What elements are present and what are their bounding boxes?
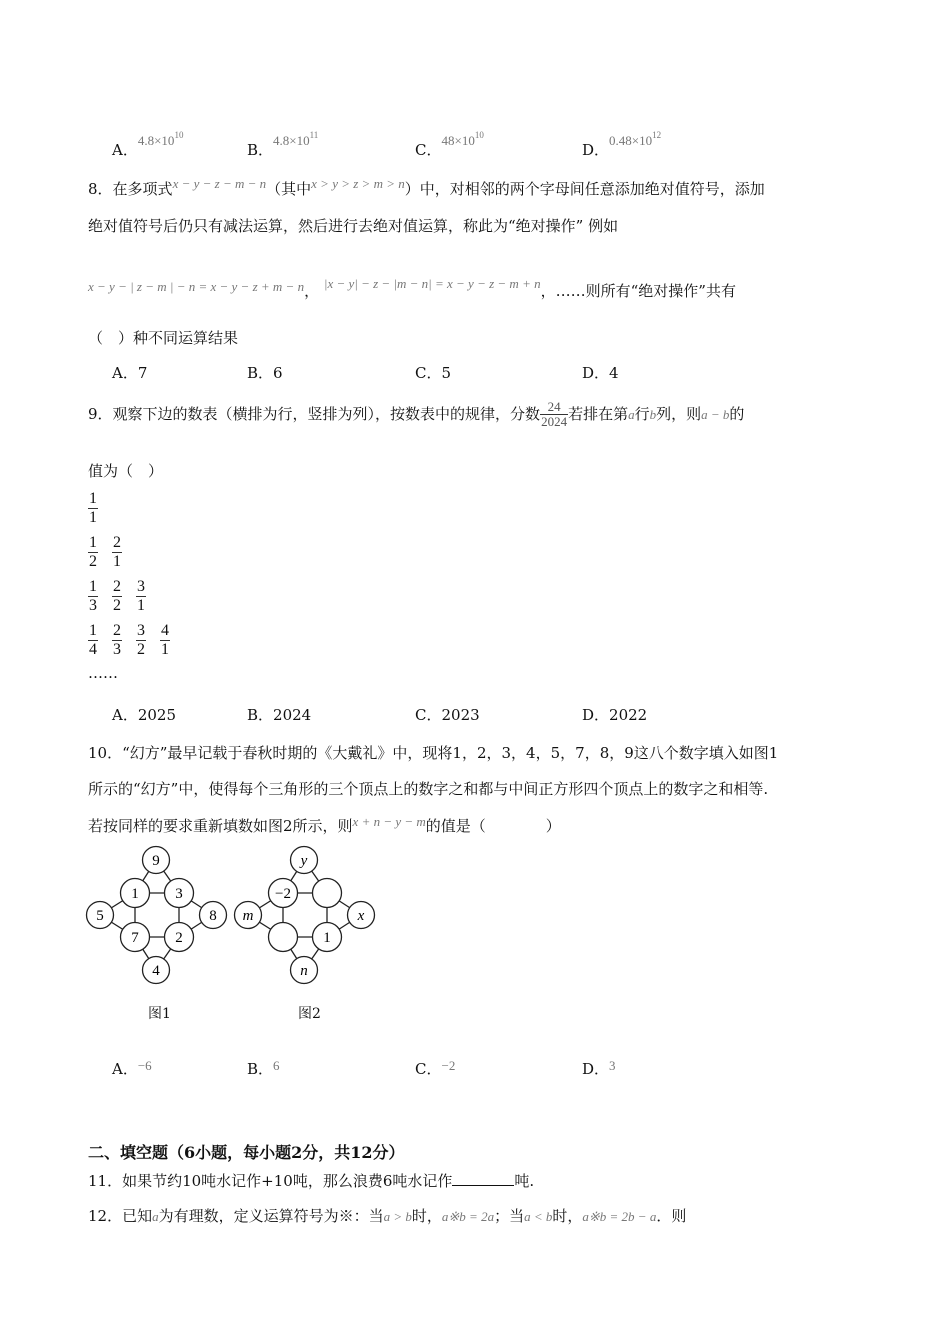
node-circle xyxy=(313,879,342,908)
node-label: 1 xyxy=(323,930,331,946)
node-label: 3 xyxy=(175,886,183,902)
fraction: $\frac{1}{3}$ xyxy=(89,578,97,614)
q8-line2: 绝对值符号后仍只有减法运算，然后进行去绝对值运算，称此为“绝对操作” 例如 xyxy=(88,217,619,235)
option-D: D．3 xyxy=(582,1058,616,1078)
fraction: $\frac{3}{1}$ xyxy=(137,578,145,614)
fraction: $\frac{1}{4}$ xyxy=(89,622,97,658)
option-D: D．2022 xyxy=(582,706,648,724)
option-C: C．$48\times 10^{10}$ xyxy=(415,130,484,159)
option-B: B．$4.8\times 10^{11}$ xyxy=(247,130,319,159)
option-B: B．6 xyxy=(247,1058,280,1078)
node-label: n xyxy=(300,963,308,979)
q12: 12．已知a为有理数，定义运算符号为※：当a > b时，a※b = 2a；当a < b时，a※b = 2b − a．则 xyxy=(88,1207,687,1225)
fraction: $\frac{2}{1}$ xyxy=(113,534,121,570)
node-label: 4 xyxy=(152,963,160,979)
node-label: 5 xyxy=(96,908,104,924)
node-label: 2 xyxy=(175,930,183,946)
node-label: x xyxy=(357,908,365,924)
fraction: $\frac{4}{1}$ xyxy=(161,622,169,658)
option-A: A．7 xyxy=(112,364,148,382)
fraction: $\frac{1}{2}$ xyxy=(89,534,97,570)
q10-line2: 所示的“幻方”中，使得每个三角形的三个顶点上的数字之和都与中间正方形四个顶点上的数字之和相等. xyxy=(88,780,769,798)
option-A: A．$4.8\times 10^{10}$ xyxy=(112,130,184,159)
answer-blank[interactable] xyxy=(452,1173,514,1186)
node-label: 7 xyxy=(131,930,139,946)
fraction: $\frac{2}{2}$ xyxy=(113,578,121,614)
option-A: A．2025 xyxy=(112,706,177,724)
option-D: D．$0.48\times 10^{12}$ xyxy=(582,130,662,159)
option-A: A．−6 xyxy=(112,1058,152,1078)
node-circle xyxy=(269,923,298,952)
q10-line1: 10．“幻方”最早记载于春秋时期的《大戴礼》中，现将1，2，3，4，5，7，8，9这八个数字填入如图1 xyxy=(88,744,779,762)
section-heading: 二、填空题（6小题，每小题2分，共12分） xyxy=(88,1143,405,1162)
node-label: y xyxy=(300,853,308,869)
q8-line4: （ ）种不同运算结果 xyxy=(88,329,239,347)
ellipsis: …… xyxy=(88,664,118,682)
node-label: 8 xyxy=(209,908,217,924)
node-label: −2 xyxy=(275,886,291,902)
fig2-caption: 图2 xyxy=(298,1006,321,1022)
fraction: $\frac{3}{2}$ xyxy=(137,622,145,658)
fig1-caption: 图1 xyxy=(148,1006,171,1022)
option-B: B．2024 xyxy=(247,706,312,724)
option-D: D．4 xyxy=(582,364,619,382)
option-C: C．2023 xyxy=(415,706,480,724)
node-label: m xyxy=(242,908,254,924)
option-C: C．5 xyxy=(415,364,452,382)
q9-line2: 值为（ ） xyxy=(88,462,164,480)
q8-line3: x − y − | z − m | − n = x − y − z + m − n， |x − y| − z − |m − n| = x − y − z − m + n，……则所有“绝对操作”共有 xyxy=(88,276,736,300)
q11: 11．如果节约10吨水记作+10吨，那么浪费6吨水记作 吨. xyxy=(88,1172,535,1190)
fraction: $\frac{2}{3}$ xyxy=(113,622,121,658)
q10-line3: 若按同样的要求重新填数如图2所示，则x + n − y − m的值是（ ） xyxy=(88,814,561,835)
q9-line1: 9．观察下边的数表（横排为行，竖排为列），按数表中的规律，分数 $\frac{24}{2024}$ 若排在第a行b列，则a − b的 xyxy=(88,399,745,430)
option-C: C．−2 xyxy=(415,1058,456,1078)
node-label: 1 xyxy=(131,886,139,902)
node-label: 9 xyxy=(152,853,160,869)
option-B: B．6 xyxy=(247,364,283,382)
q8-line1: 8．在多项式x − y − z − m − n（其中x > y > z > m > n）中，对相邻的两个字母间任意添加绝对值符号，添加 xyxy=(88,176,765,198)
fraction: $\frac{1}{1}$ xyxy=(89,490,97,526)
